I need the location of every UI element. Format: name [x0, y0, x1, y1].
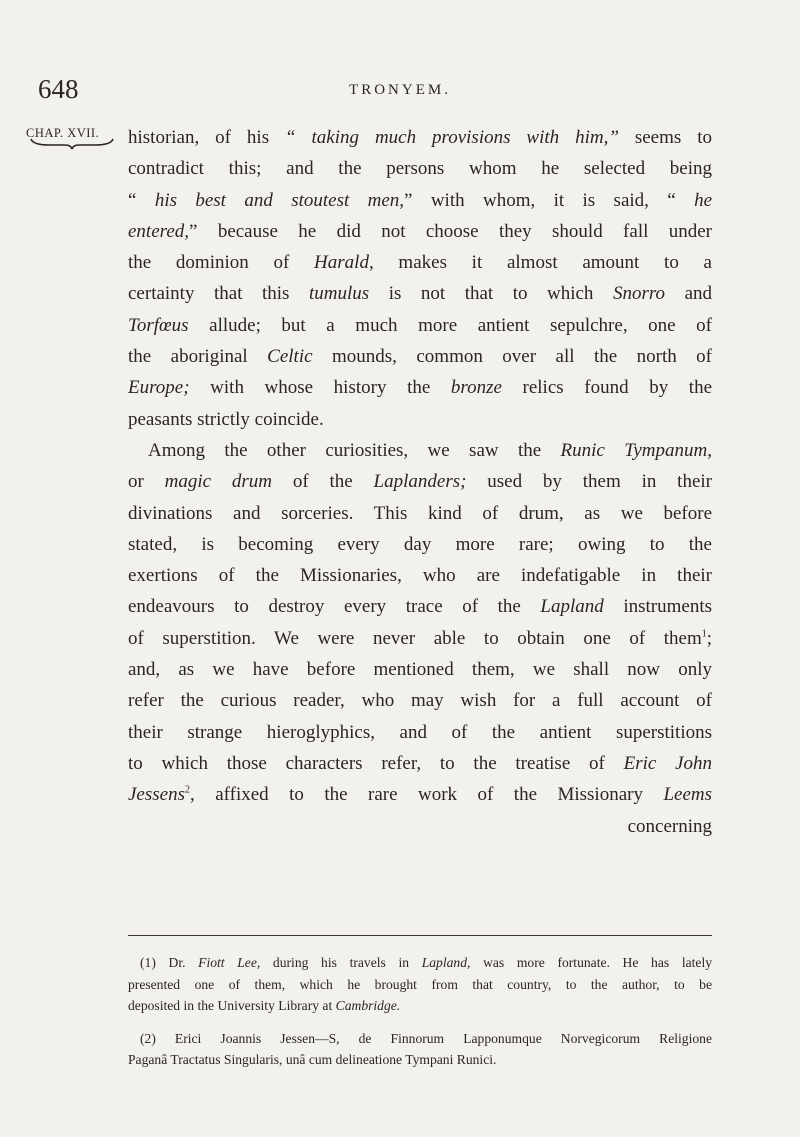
footnote-rule: [128, 935, 712, 936]
footnote-line: (1) Dr. Fiott Lee, during his travels in Lapland, was more fortunate. He has lately: [140, 955, 713, 970]
text-line: the dominion of Harald, makes it almost amount to a: [128, 252, 712, 274]
footnote-2: [128, 1028, 712, 1071]
footnotes: [128, 952, 712, 1082]
chapter-side-note: CHAP. XVII.: [26, 126, 100, 140]
text-line: Torfœus allude; but a much more antient sepulchre, one of: [128, 314, 712, 336]
catchword: concerning: [627, 815, 712, 837]
text-line: exertions of the Missionaries, who are indefatigable in their: [128, 565, 712, 587]
text-line: of superstition. We were never able to obtain one of them$^1$;: [128, 627, 712, 649]
text-line: endeavours to destroy every trace of the Lapland instruments: [128, 596, 712, 618]
text-line: their strange hieroglyphics, and of the antient superstitions: [128, 721, 712, 743]
text-line: or magic drum of the Laplanders; used by them in their: [128, 471, 712, 493]
text-line: contradict this; and the persons whom he selected being: [128, 158, 712, 180]
footnote-line: presented one of them, which he brought from that country, to the author, to be: [128, 976, 712, 992]
text-line: refer the curious reader, who may wish for a full account of: [128, 690, 712, 712]
running-title: TRONYEM.: [349, 82, 451, 98]
footnote-line: Paganâ Tractatus Singularis, unâ cum delineatione Tympani Runici.: [128, 1052, 497, 1067]
text-line: and, as we have before mentioned them, we shall now only: [128, 659, 712, 681]
text-line: entered,” because he did not choose they should fall under: [128, 220, 712, 242]
text-line: certainty that this tumulus is not that to which Snorro and: [128, 283, 713, 305]
text-line: Europe; with whose history the bronze relics found by the: [128, 377, 713, 399]
text-line: divinations and sorceries. This kind of drum, as we before: [128, 502, 712, 524]
text-line: Jessens$^2$, affixed to the rare work of the Missionary Leems: [128, 784, 712, 806]
text-line: stated, is becoming every day more rare; owing to the: [128, 533, 712, 555]
footnote-ref-1[interactable]: 1: [701, 628, 707, 640]
footnote-line: (2) Erici Joannis Jessen—S, de Finnorum Lapponumque Norvegicorum Religione: [140, 1030, 712, 1046]
text-line: peasants strictly coincide.: [128, 408, 324, 430]
footnote-ref-2[interactable]: 2: [184, 784, 190, 796]
page-number: 648: [38, 74, 79, 104]
text-line: Among the other curiosities, we saw the Runic Tympanum,: [148, 439, 712, 461]
text-line: “ his best and stoutest men,” with whom, it is said, “ he: [128, 189, 713, 211]
text-line: to which those characters refer, to the treatise of Eric John: [128, 752, 712, 774]
footnote-line: deposited in the University Library at Cambridge.: [128, 998, 401, 1013]
text-line: historian, of his “ taking much provisions with him,” seems to: [128, 127, 712, 148]
chapter-brace-ornament: [29, 136, 115, 150]
footnote-1: [128, 952, 712, 1017]
main-text: [128, 122, 712, 842]
text-line: the aboriginal Celtic mounds, common over all the north of: [128, 346, 713, 368]
